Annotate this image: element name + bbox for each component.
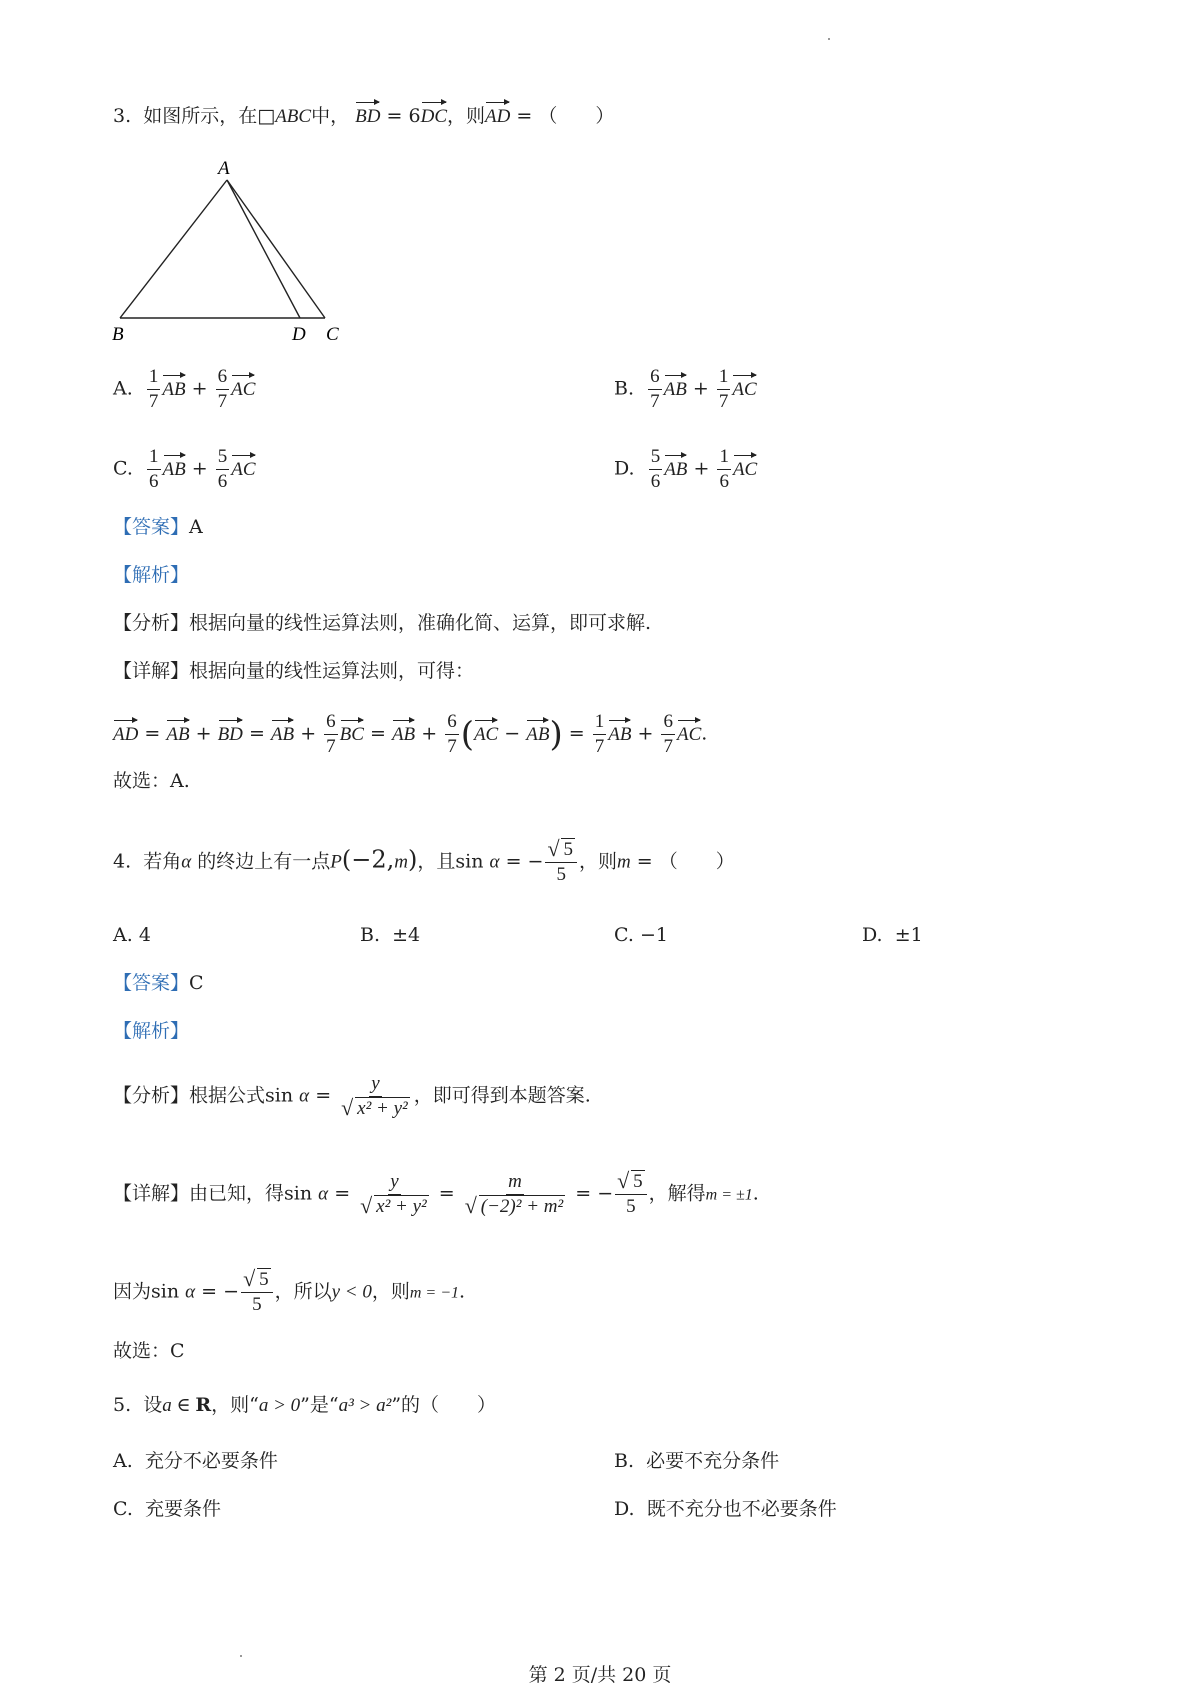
- q3-box-glyph: □: [257, 105, 276, 127]
- q3-equals: =: [386, 105, 403, 127]
- q5-stem: 5. 设a ∈ R，则“a > 0”是“a³ > a²”的（ ）: [113, 1394, 497, 1416]
- q3-option-b[interactable]: B. $\frac{6}{7}$ AB + $\frac{1}{7}$ AC: [614, 366, 757, 412]
- figure-label-b: B: [112, 324, 124, 345]
- figure-label-d: D: [292, 324, 306, 345]
- figure-label-a: A: [218, 158, 230, 179]
- q3-option-d[interactable]: D. $\frac{5}{6}$ AB + $\frac{1}{6}$ AC: [614, 446, 758, 492]
- scan-speck: [828, 38, 830, 40]
- q3-derivation: AD = AB + BD = AB + $\frac{6}{7}$ BC = AB + $\frac{6}{7}$ (AC − AB) = $\frac{1}{7}$ AB + $\frac{6}{7}$ AC.: [113, 711, 708, 757]
- q4-option-d[interactable]: D. ±1: [862, 924, 923, 946]
- q5-option-a[interactable]: A. 充分不必要条件: [113, 1450, 278, 1472]
- q3-analysis-heading: 【解析】: [113, 564, 190, 586]
- q5-option-d[interactable]: D. 既不充分也不必要条件: [614, 1498, 837, 1520]
- q3-number: 3.: [113, 105, 132, 127]
- q3-triangle-figure: [100, 150, 360, 350]
- q4-xiangjie: 【详解】由已知，得sin α = y √ x² + y² = m √ (−2)² + m² = − √ 5 5 ，解得m = ±1.: [113, 1168, 759, 1218]
- q3-vec-bd: BD: [355, 100, 380, 130]
- page-footer: 第 2 页/共 20 页: [528, 1664, 672, 1686]
- q3-stem-then: ，则: [447, 105, 486, 127]
- figure-label-c: C: [326, 324, 339, 345]
- q3-answer-value: A: [189, 516, 203, 538]
- q3-option-c[interactable]: C. $\frac{1}{6}$ AB + $\frac{5}{6}$ AC: [113, 446, 256, 492]
- q5-option-c[interactable]: C. 充要条件: [113, 1498, 222, 1520]
- q4-conclusion: 故选：C: [113, 1340, 185, 1362]
- q3-fenxi: 【分析】根据向量的线性运算法则，准确化简、运算，即可求解.: [113, 612, 652, 634]
- q3-stem: [113, 100, 614, 130]
- q5-option-b[interactable]: B. 必要不充分条件: [614, 1450, 780, 1472]
- q3-stem-text: 如图所示，在: [143, 105, 258, 127]
- q4-option-b[interactable]: B. ±4: [360, 924, 421, 946]
- q4-fenxi: 【分析】根据公式sin α = y √ x² + y² ，即可得到本题答案.: [113, 1073, 591, 1120]
- q3-answer: [113, 514, 203, 540]
- q3-triangle-label: ABC: [275, 106, 312, 127]
- q4-stem: 4. 若角α 的终边上有一点P(−2,m)，且sin α = − √ 5 5 ，则m = （ ）: [113, 836, 735, 885]
- q3-conclusion: 故选：A.: [113, 770, 190, 792]
- q4-answer: 【答案】C: [113, 972, 204, 994]
- q3-stem-mid: 中，: [311, 105, 350, 127]
- q3-coef: 6: [408, 105, 421, 127]
- q3-ask-equals: =: [516, 105, 533, 127]
- q4-option-a[interactable]: A. 4: [113, 924, 151, 946]
- q3-answer-paren: （ ）: [538, 105, 615, 127]
- q4-option-c[interactable]: C. −1: [614, 924, 668, 946]
- q3-vec-ad: AD: [485, 100, 510, 130]
- scan-speck: [240, 1655, 242, 1657]
- q3-option-a[interactable]: A. $\frac{1}{7}$ AB + $\frac{6}{7}$ AC: [113, 366, 256, 412]
- answer-tag: 【答案】: [113, 516, 190, 538]
- q4-analysis-heading: 【解析】: [113, 1020, 190, 1042]
- q3-xiangjie: 【详解】根据向量的线性运算法则，可得：: [113, 660, 475, 682]
- q4-because: 因为sin α = − √ 5 5 ，所以y < 0，则m = −1.: [113, 1266, 466, 1315]
- q3-vec-dc: DC: [421, 100, 447, 130]
